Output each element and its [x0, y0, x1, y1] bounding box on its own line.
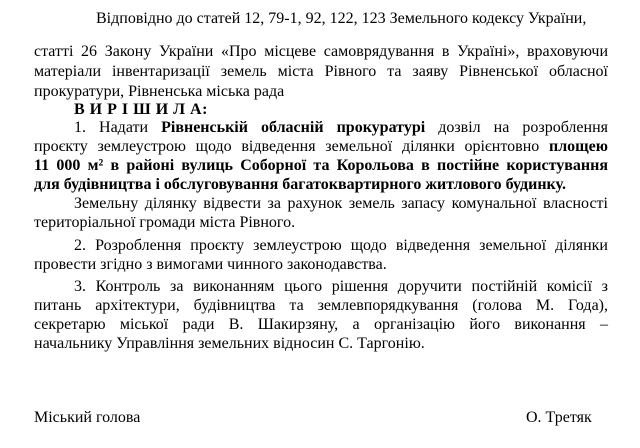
item1-line-6: територіальної громади міста Рівного.: [34, 214, 296, 231]
item1-line-3: 11 000 м² в районі вулиць Соборної та Корольова в постійне користування: [34, 157, 608, 174]
item1-line-4: для будівництва і обслуговування багатоквартирного житлового будинку.: [34, 176, 566, 193]
item3-line-2: питань архітектури, будівництва та землевпорядкування (голова М. Года),: [34, 297, 608, 314]
item3-line-4: начальнику Управління земельних відносин С. Таргонію.: [34, 335, 425, 352]
recipient-name: Рівненській обласній прокуратурі: [161, 119, 426, 136]
item1-text: 1. Надати: [74, 119, 162, 136]
signature-name: О. Третяк: [526, 409, 592, 426]
preamble-line-2: статті 26 Закону України «Про місцеве самоврядування в Україні», враховуючи: [34, 43, 608, 60]
area-label: площею: [548, 138, 608, 155]
preamble-line-1: Відповідно до статей 12, 79-1, 92, 122, 123 Земельного кодексу України,: [96, 10, 587, 27]
item1-text: проєкту землеустрою щодо відведення земельної ділянки орієнтовно: [34, 138, 549, 155]
item3-line-3: секретарю міської ради В. Шакирзяну, а організацію його виконання –: [34, 316, 608, 333]
item1-line-1: [74, 118, 608, 137]
item2-line-2: провести згідно з вимогами чинного законодавства.: [34, 256, 387, 273]
signature-position: Міський голова: [34, 409, 141, 426]
preamble-line-3: матеріали інвентаризації земель міста Рівного та заяву Рівненської обласної: [34, 63, 608, 80]
item2-line-1: 2. Розроблення проєкту землеустрою щодо відведення земельної ділянки: [74, 237, 608, 254]
item1-line-2: [34, 137, 608, 156]
item3-line-1: 3. Контроль за виконанням цього рішення доручити постійній комісії з: [74, 278, 608, 295]
preamble-line-4: прокуратури, Рівненська міська рада: [34, 83, 285, 100]
item1-line-5: Земельну ділянку відвести за рахунок земель запасу комунальної власності: [74, 195, 608, 212]
decision-heading: В И Р І Ш И Л А:: [74, 101, 208, 118]
item1-text: дозвіл на розроблення: [425, 119, 609, 136]
